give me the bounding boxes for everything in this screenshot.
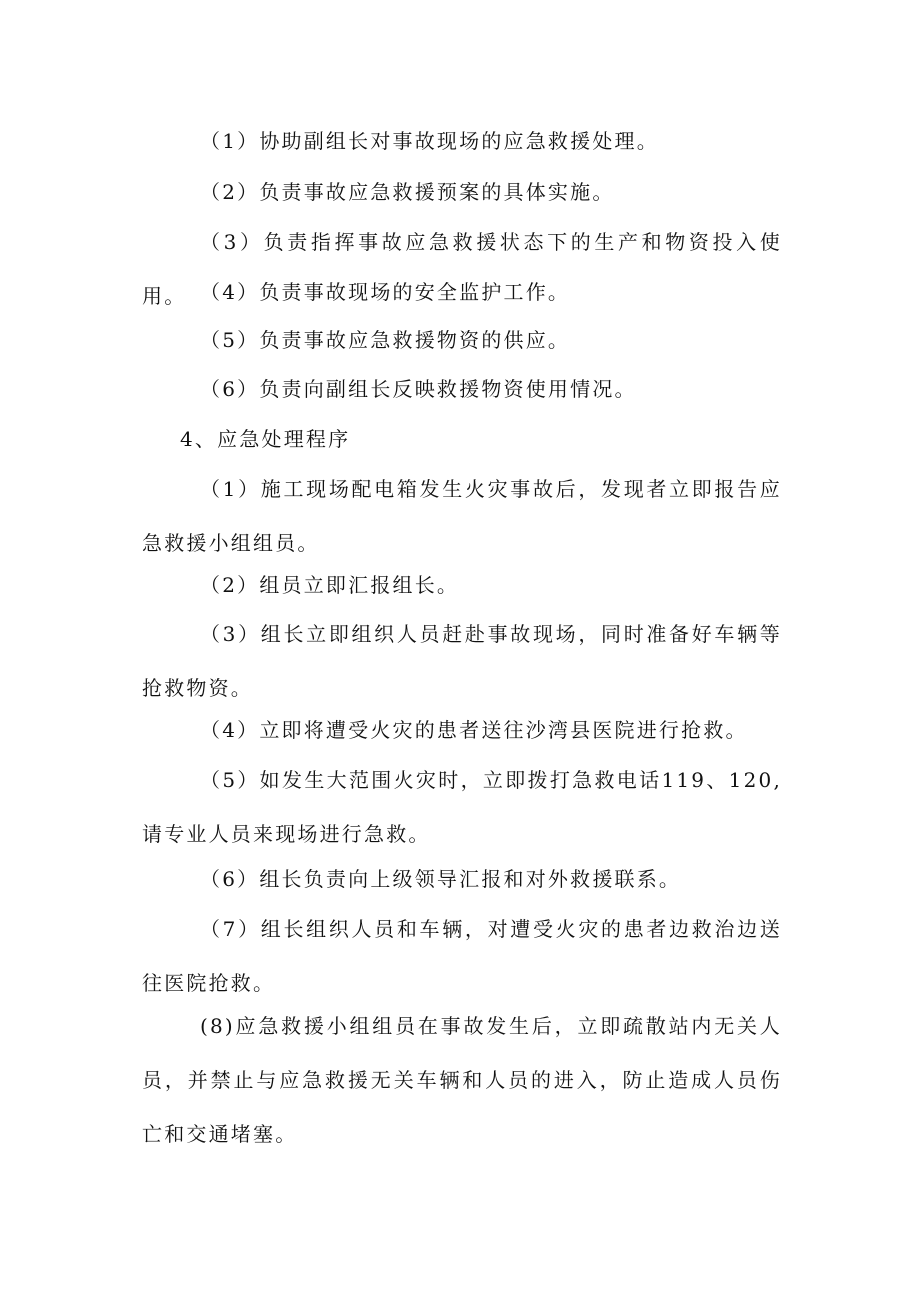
duty-item-5: （5）负责事故应急救援物资的供应。 (200, 328, 571, 352)
procedure-item-3: （3）组长立即组织人员赶赴事故现场，同时准备好车辆等抢救物资。 (142, 622, 782, 700)
procedure-item-1: （1）施工现场配电箱发生火灾事故后，发现者立即报告应急救援小组组员。 (142, 477, 782, 555)
duty-item-4: （4）负责事故现场的安全监护工作。 (200, 280, 571, 304)
procedure-item-8: (8)应急救援小组组员在事故发生后，立即疏散站内无关人员，并禁止与应急救援无关车辆和人员的进入，防止造成人员伤亡和交通堵塞。 (142, 1014, 782, 1146)
duty-item-3: （3）负责指挥事故应急救援状态下的生产和物资投入使用。 (142, 230, 782, 308)
procedure-item-4: （4）立即将遭受火灾的患者送往沙湾县医院进行抢救。 (200, 718, 748, 742)
section-heading: 4、应急处理程序 (180, 427, 351, 451)
procedure-item-5: （5）如发生大范围火灾时，立即拨打急救电话119、120,请专业人员来现场进行急救。 (142, 768, 782, 846)
duty-item-2: （2）负责事故应急救援预案的具体实施。 (200, 180, 615, 204)
procedure-item-7: （7）组长组织人员和车辆，对遭受火灾的患者边救治边送往医院抢救。 (142, 917, 782, 995)
duty-item-1: （1）协助副组长对事故现场的应急救援处理。 (200, 129, 659, 153)
procedure-item-2: （2）组员立即汇报组长。 (200, 573, 460, 597)
procedure-item-6: （6）组长负责向上级领导汇报和对外救援联系。 (200, 867, 682, 891)
duty-item-6: （6）负责向副组长反映救援物资使用情况。 (200, 377, 637, 401)
